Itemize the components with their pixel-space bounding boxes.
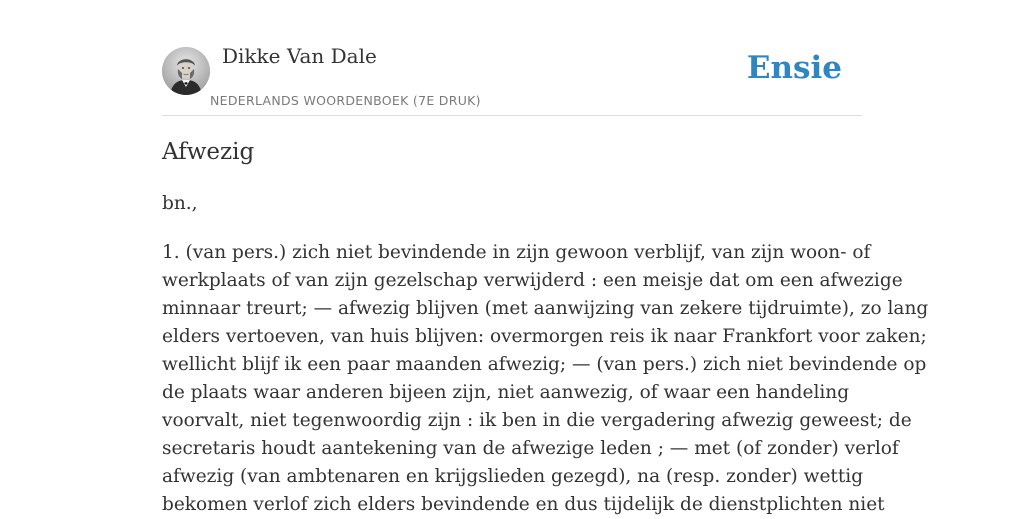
definition-line: voorvalt, niet tegenwoordig zijn : ik ben in die vergadering afwezig geweest; de [162,410,912,431]
definition-line: bekomen verlof zich elders bevindende en dus tijdelijk de dienstplichten niet [162,494,885,515]
definition-line: elders vertoeven, van huis blijven: overmorgen reis ik naar Frankfort voor zaken; [162,326,927,347]
entry-title: Afwezig [162,139,255,165]
definition-line: de plaats waar anderen bijeen zijn, niet aanwezig, of waar een handeling [162,382,850,403]
author-name[interactable]: Dikke Van Dale [222,44,377,68]
definition-line: werkplaats of van zijn gezelschap verwijderd : een meisje dat om een afwezige [162,270,903,291]
definition-line: secretaris houdt aantekening van de afwezige leden ; — met (of zonder) verlof [162,438,899,459]
definition-line: 1. (van pers.) zich niet bevindende in zijn gewoon verblijf, van zijn woon- of [162,242,871,263]
entry-header [162,0,862,116]
definition-line: wellicht blijf ik een paar maanden afwezig; — (van pers.) zich niet bevindende op [162,354,927,375]
ensie-logo[interactable]: Ensie [746,50,842,86]
part-of-speech: bn., [162,193,198,214]
entry-definition [162,239,929,519]
source-label: NEDERLANDS WOORDENBOEK (7E DRUK) [210,93,481,108]
entry-card [162,0,929,515]
author-avatar[interactable] [162,47,210,95]
definition-line: minnaar treurt; — afwezig blijven (met aanwijzing van zekere tijdruimte), zo lang [162,298,929,319]
definition-line: afwezig (van ambtenaren en krijgslieden gezegd), na (resp. zonder) wettig [162,466,864,487]
